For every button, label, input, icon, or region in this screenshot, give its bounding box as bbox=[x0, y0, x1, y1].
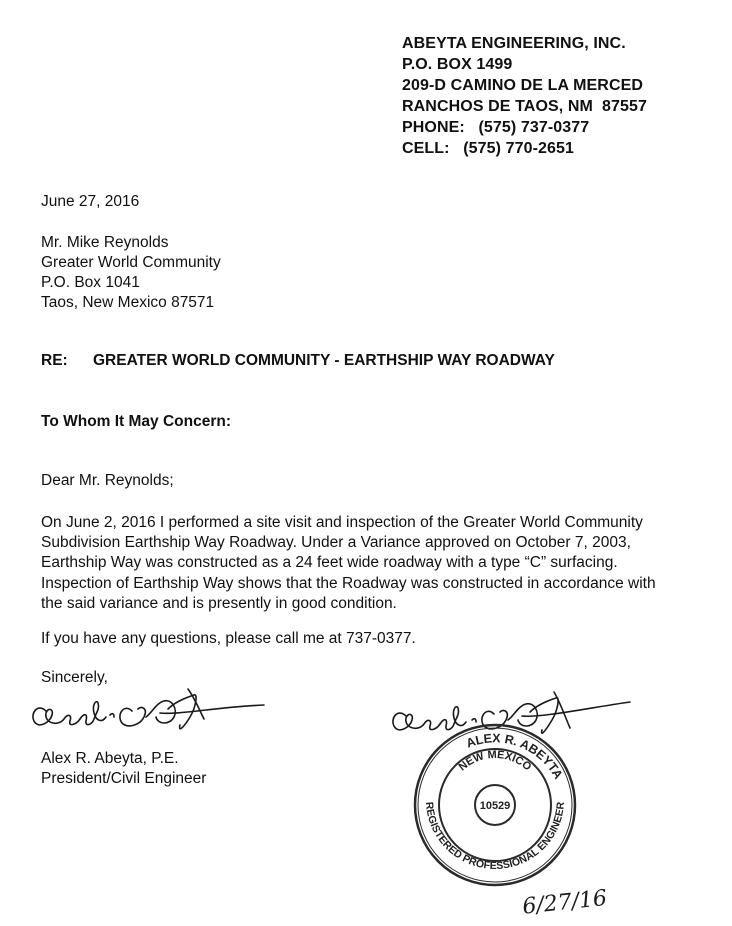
salutation: Dear Mr. Reynolds; bbox=[41, 472, 174, 489]
company-cell: CELL: (575) 770-2651 bbox=[402, 140, 575, 157]
seal-designation: REGISTERED PROFESSIONAL ENGINEER bbox=[422, 801, 568, 873]
questions-line: If you have any questions, please call me at 737-0377. bbox=[41, 630, 416, 647]
body-paragraph bbox=[41, 513, 721, 614]
company-name: ABEYTA ENGINEERING, INC. bbox=[402, 35, 626, 52]
company-street: 209-D CAMINO DE LA MERCED bbox=[402, 77, 644, 94]
subject-label: RE: bbox=[41, 352, 68, 369]
seal-state: NEW MEXICO bbox=[456, 748, 534, 774]
signer-title: President/Civil Engineer bbox=[41, 770, 207, 787]
subject-text: GREATER WORLD COMMUNITY - EARTHSHIP WAY ROADWAY bbox=[93, 352, 555, 369]
seal-number: 10529 bbox=[479, 800, 511, 812]
subject-line bbox=[41, 352, 555, 370]
professional-engineer-seal bbox=[412, 722, 578, 888]
company-city: RANCHOS DE TAOS, NM 87557 bbox=[402, 98, 648, 115]
closing: Sincerely, bbox=[41, 669, 108, 686]
signature-left bbox=[28, 683, 268, 753]
handwritten-date bbox=[518, 880, 608, 920]
svg-text:6/27/16: 6/27/16 bbox=[521, 885, 609, 920]
recipient-city: Taos, New Mexico 87571 bbox=[41, 294, 215, 311]
seal-name: ALEX R. ABEYTA bbox=[464, 731, 566, 782]
body-line: On June 2, 2016 I performed a site visit and inspection of the Greater World Community bbox=[41, 514, 643, 531]
recipient-address bbox=[41, 233, 221, 313]
to-whom-line: To Whom It May Concern: bbox=[41, 413, 232, 430]
company-po-box: P.O. BOX 1499 bbox=[402, 56, 513, 73]
recipient-po-box: P.O. Box 1041 bbox=[41, 274, 140, 291]
body-line: Subdivision Earthship Way Roadway. Under a Variance approved on October 7, 2003, bbox=[41, 534, 631, 552]
signer-name: Alex R. Abeyta, P.E. bbox=[41, 750, 179, 767]
body-line: Inspection of Earthship Way shows that the Roadway was constructed in accordance with bbox=[41, 574, 656, 592]
body-line: the said variance and is presently in good condition. bbox=[41, 594, 397, 612]
body-line: Earthship Way was constructed as a 24 feet wide roadway with a type “C” surfacing. bbox=[41, 554, 618, 572]
letterhead bbox=[402, 33, 722, 159]
signer-block bbox=[41, 749, 206, 789]
recipient-organization: Greater World Community bbox=[41, 254, 221, 271]
recipient-name: Mr. Mike Reynolds bbox=[41, 234, 169, 251]
company-phone: PHONE: (575) 737-0377 bbox=[402, 119, 590, 136]
letter-date: June 27, 2016 bbox=[41, 193, 140, 210]
